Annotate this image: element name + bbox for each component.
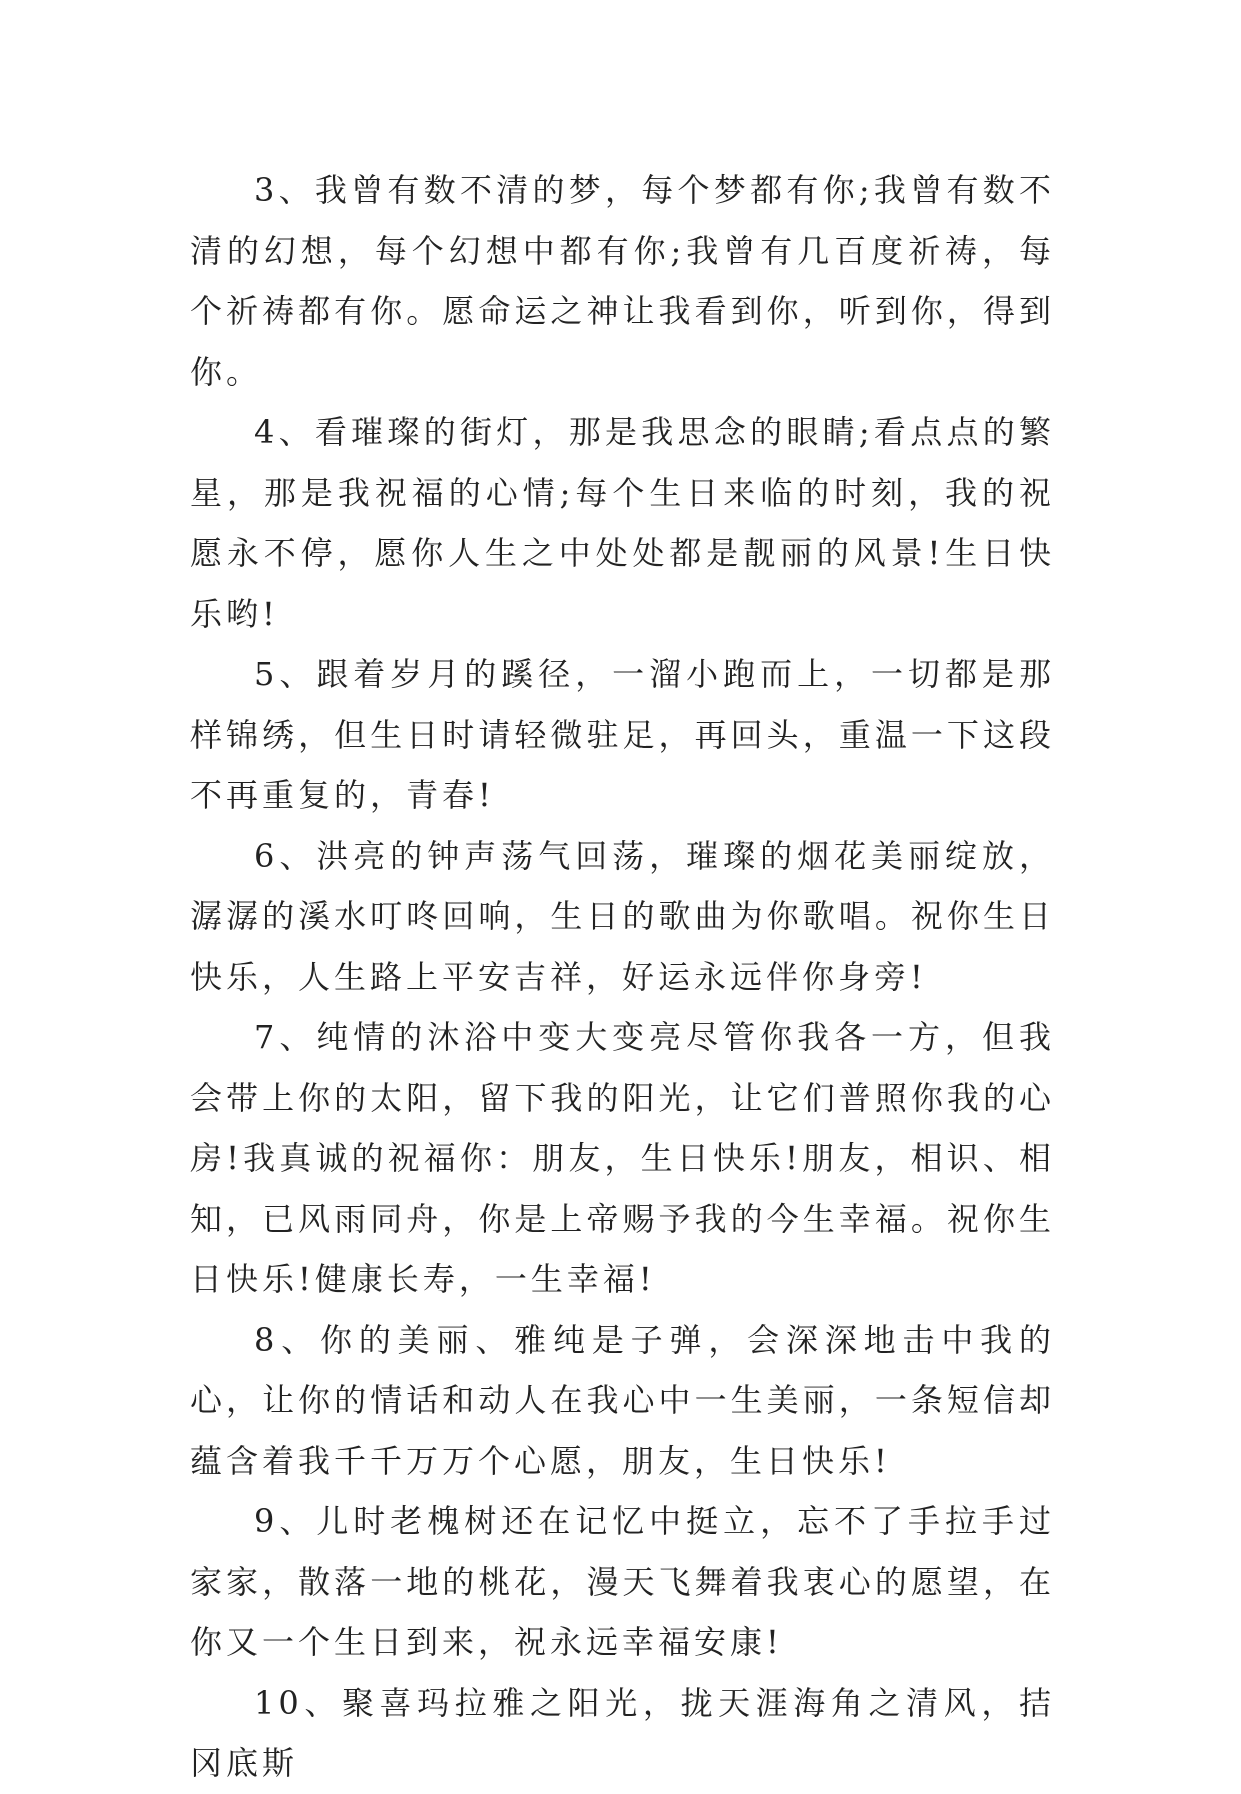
document-body [190, 160, 1055, 1794]
paragraph-10: 10、聚喜玛拉雅之阳光，拢天涯海角之清风，拮冈底斯 [190, 1683, 1055, 1782]
paragraph-4: 4、看璀璨的街灯，那是我思念的眼睛;看点点的繁星，那是我祝福的心情;每个生日来临的时刻，我的祝愿永不停，愿你人生之中处处都是靓丽的风景!生日快乐哟! [190, 413, 1055, 633]
paragraph-7: 7、纯情的沐浴中变大变亮尽管你我各一方，但我会带上你的太阳，留下我的阳光，让它们普照你我的心房!我真诚的祝福你：朋友，生日快乐!朋友，相识、相知，已风雨同舟，你是上帝赐予我的今生幸福。祝你生日快乐!健康长寿，一生幸福! [190, 1018, 1055, 1298]
paragraph-3: 3、我曾有数不清的梦，每个梦都有你;我曾有数不清的幻想，每个幻想中都有你;我曾有几百度祈祷，每个祈祷都有你。愿命运之神让我看到你，听到你，得到你。 [190, 171, 1055, 391]
paragraph-8: 8、你的美丽、雅纯是子弹，会深深地击中我的心，让你的情话和动人在我心中一生美丽，一条短信却蕴含着我千千万万个心愿，朋友，生日快乐! [190, 1320, 1055, 1480]
paragraph-5: 5、跟着岁月的蹊径，一溜小跑而上，一切都是那样锦绣，但生日时请轻微驻足，再回头，重温一下这段不再重复的，青春! [190, 655, 1055, 814]
paragraph-9: 9、儿时老槐树还在记忆中挺立，忘不了手拉手过家家，散落一地的桃花，漫天飞舞着我衷心的愿望，在你又一个生日到来，祝永远幸福安康! [190, 1502, 1055, 1661]
paragraph-6: 6、洪亮的钟声荡气回荡，璀璨的烟花美丽绽放，潺潺的溪水叮咚回响，生日的歌曲为你歌唱。祝你生日快乐，人生路上平安吉祥，好运永远伴你身旁! [190, 836, 1055, 996]
